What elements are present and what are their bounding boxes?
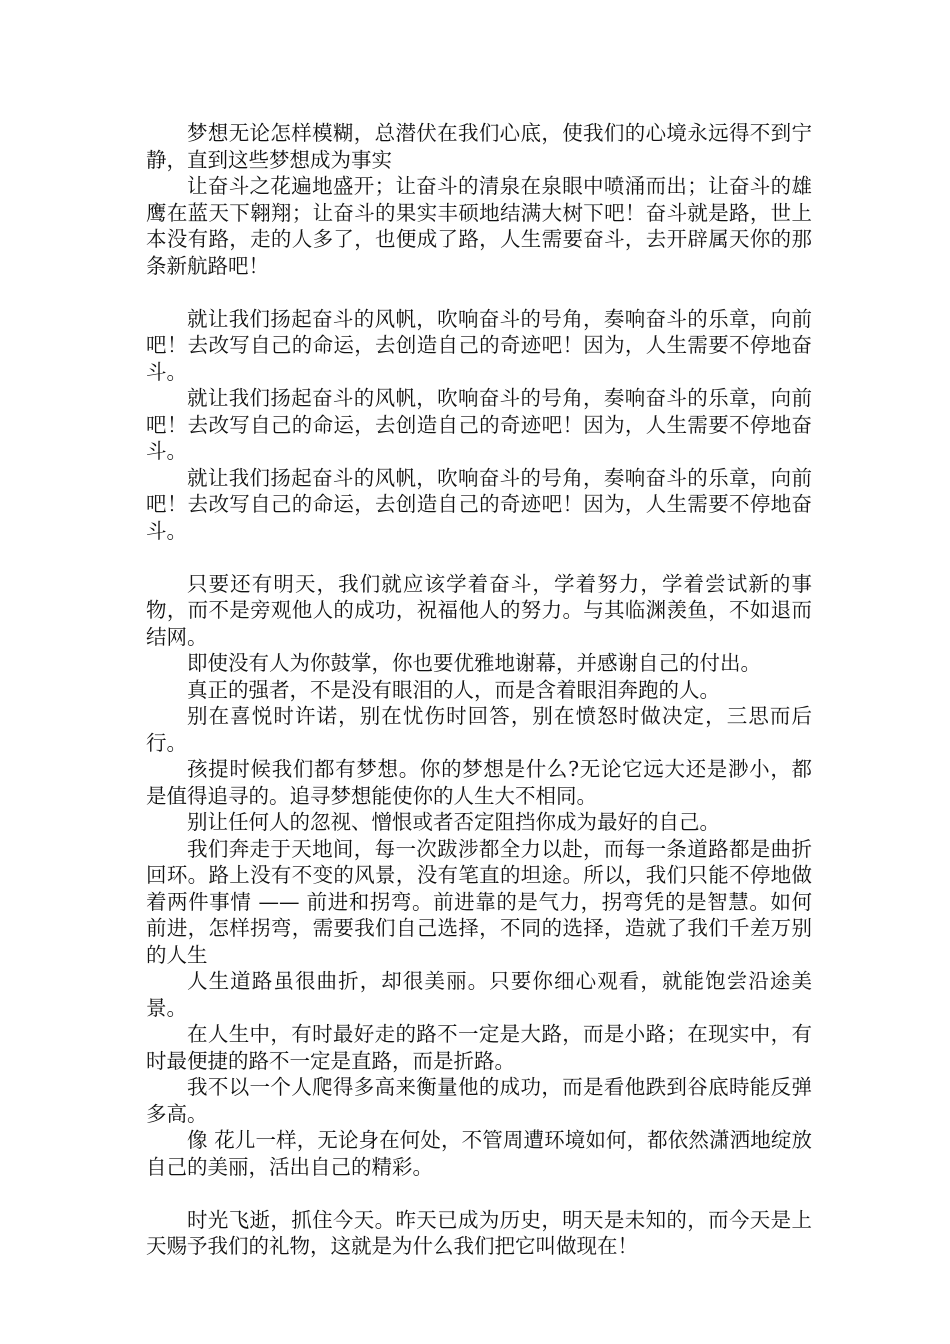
paragraph-blossom: 让奋斗之花遍地盛开；让奋斗的清泉在泉眼中喷涌而出；让奋斗的雄鹰在蓝天下翱翔；让奋斗的果实丰硕地结满大树下吧！奋斗就是路，世上本没有路，走的人多了，也便成了路，人生需要奋斗，去开辟属天你的那条新航路吧！ [146, 174, 812, 278]
paragraph-best-self: 别让任何人的忽视、憎恨或者否定阻挡你成为最好的自己。 [187, 810, 720, 834]
paragraph-gap [146, 1180, 812, 1207]
paragraph-path: 在人生中，有时最好走的路不一定是大路，而是小路；在现实中，有时最便捷的路不一定是直路，而是折路。 [146, 1022, 812, 1073]
document-body [146, 120, 812, 1260]
paragraph-sail-3: 就让我们扬起奋斗的风帆，吹响奋斗的号角，奏响奋斗的乐章，向前吧！去改写自己的命运，去创造自己的奇迹吧！因为，人生需要不停地奋斗。 [146, 465, 812, 543]
paragraph-rebound: 我不以一个人爬得多高来衡量他的成功，而是看他跌到谷底時能反弹多高。 [146, 1075, 812, 1126]
paragraph-sail-1: 就让我们扬起奋斗的风帆，吹响奋斗的号角，奏响奋斗的乐章，向前吧！去改写自己的命运，去创造自己的奇迹吧！因为，人生需要不停地奋斗。 [146, 306, 812, 384]
paragraph-gap [146, 279, 812, 306]
paragraph-gap [146, 544, 812, 571]
paragraph-promise: 别在喜悦时许诺，别在忧伤时回答，别在愤怒时做决定，三思而后行。 [146, 704, 812, 755]
paragraph-tomorrow: 只要还有明天，我们就应该学着奋斗，学着努力，学着尝试新的事物，而不是旁观他人的成功，祝福他人的努力。与其临渊羡鱼，不如退而结网。 [146, 571, 812, 649]
paragraph-childhood: 孩提时候我们都有梦想。你的梦想是什么?无论它远大还是渺小，都是值得追寻的。追寻梦想能使你的人生大不相同。 [146, 757, 812, 808]
paragraph-dream: 梦想无论怎样模糊，总潜伏在我们心底，使我们的心境永远得不到宁静，直到这些梦想成为事实 [146, 121, 812, 172]
paragraph-applause: 即使没有人为你鼓掌，你也要优雅地谢幕，并感谢自己的付出。 [187, 651, 761, 675]
paragraph-road: 人生道路虽很曲折，却很美丽。只要你细心观看，就能饱尝沿途美景。 [146, 969, 812, 1020]
paragraph-flower: 像 花儿一样，无论身在何处，不管周遭环境如何，都依然潇洒地绽放自己的美丽，活出自己的精彩。 [146, 1128, 812, 1179]
paragraph-sail-2: 就让我们扬起奋斗的风帆，吹响奋斗的号角，奏响奋斗的乐章，向前吧！去改写自己的命运，去创造自己的奇迹吧！因为，人生需要不停地奋斗。 [146, 386, 812, 463]
paragraph-journey: 我们奔走于天地间，每一次跋涉都全力以赴，而每一条道路都是曲折回环。路上没有不变的风景，没有笔直的坦途。所以，我们只能不停地做着两件事情 —— 前进和拐弯。前进靠的是气力，拐弯凭的是智慧。如何前进，怎样拐弯，需要我们自己选择，不同的选择，造就了我们千差万别的人生 [146, 836, 812, 967]
paragraph-present: 时光飞逝，抓住今天。昨天已成为历史，明天是未知的，而今天是上天赐予我们的礼物，这就是为什么我们把它叫做现在！ [146, 1207, 812, 1258]
paragraph-strong: 真正的强者，不是没有眼泪的人，而是含着眼泪奔跑的人。 [187, 677, 720, 702]
